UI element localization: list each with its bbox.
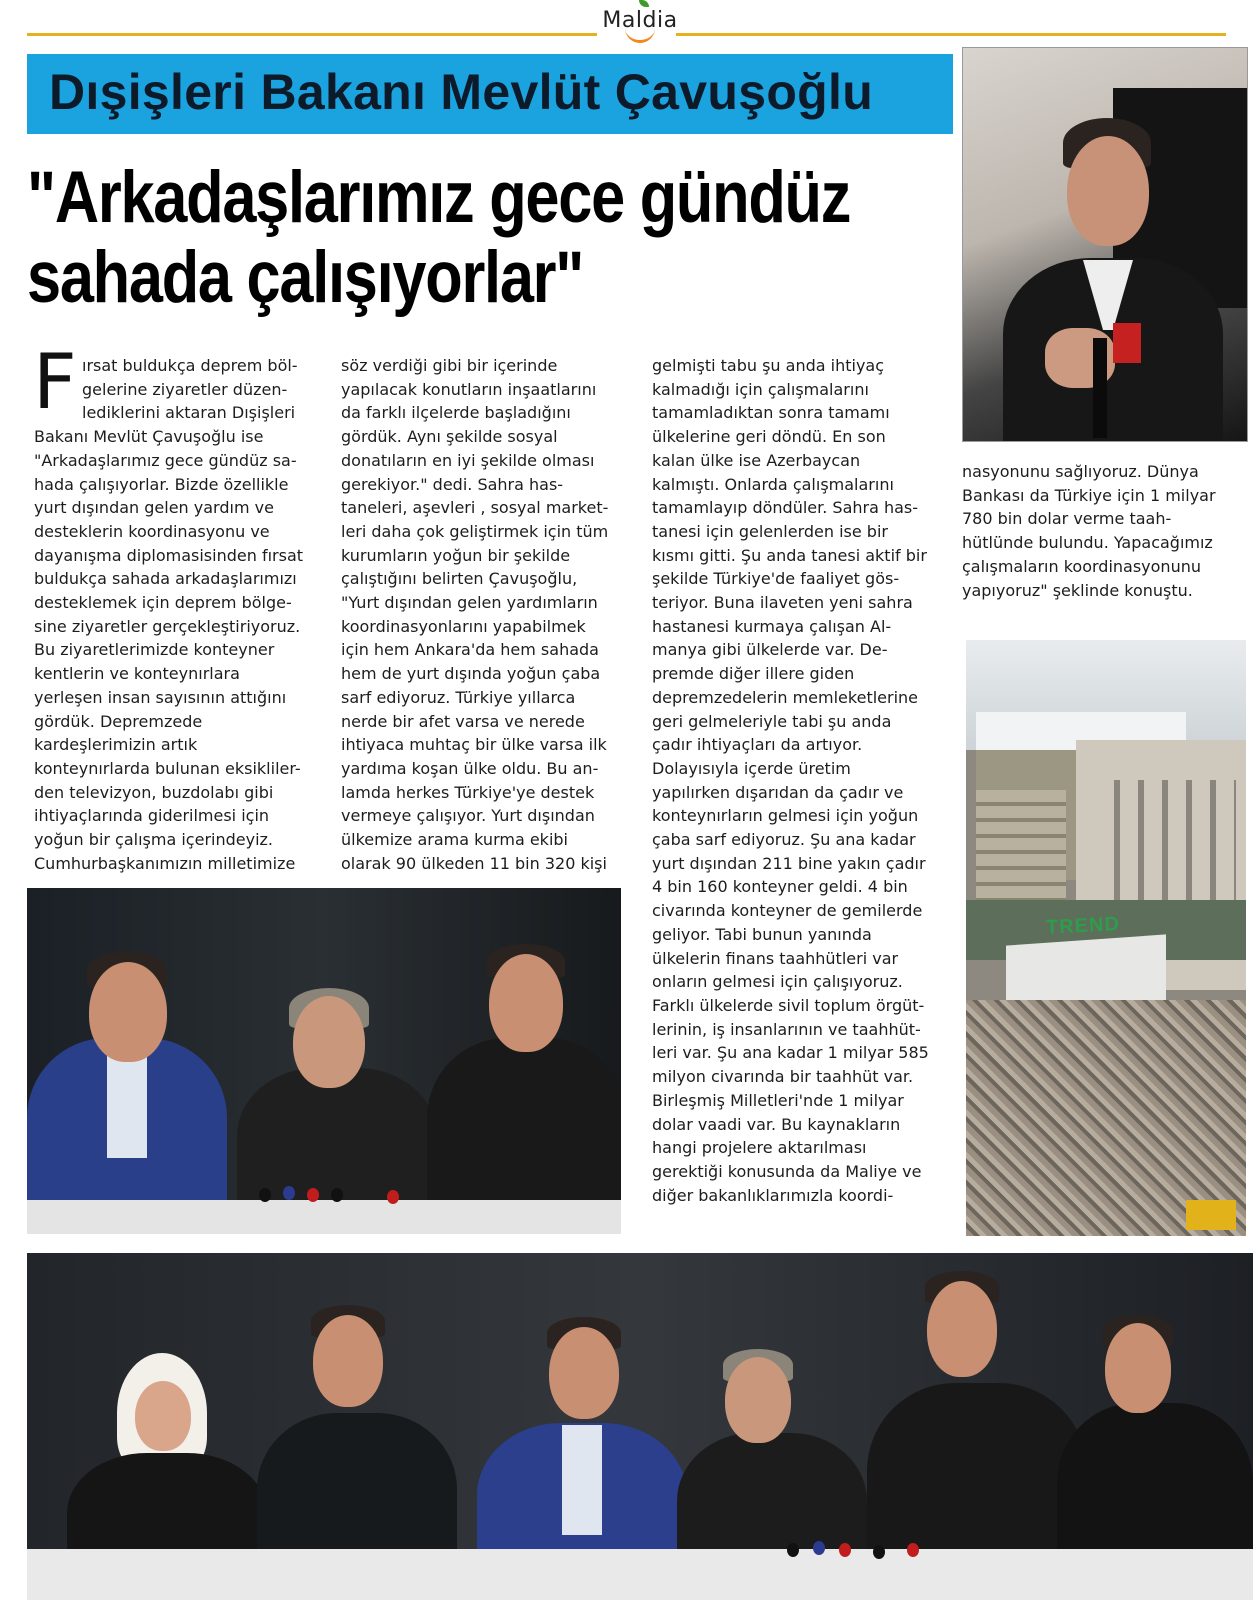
col3-line: yapılırken dışarıdan da çadır ve xyxy=(652,782,904,802)
col1-line: Bakanı Mevlüt Çavuşoğlu ise xyxy=(34,427,264,447)
col1-line: hada çalışıyorlar. Bizde özellikle xyxy=(34,474,289,494)
col3-line: hangi projelere aktarılması xyxy=(652,1138,867,1158)
col3-line: leri var. Şu ana kadar 1 milyar 585 xyxy=(652,1043,929,1063)
col1-line: "Arkadaşlarımız gece gündüz sa- xyxy=(34,450,297,470)
col3-line: kalmadığı için çalışmalarını xyxy=(652,379,869,399)
col2-line: lamda herkes Türkiye'ye destek xyxy=(341,782,595,802)
col2-line: sarf ediyoruz. Türkiye yıllarca xyxy=(341,687,576,707)
headline-line-1: "Arkadaşlarımız gece gündüz xyxy=(27,157,851,238)
col3-line: geri gelmeleriyle tabi şu anda xyxy=(652,711,892,731)
col4-line: yapıyoruz" şeklinde konuştu. xyxy=(962,580,1193,600)
col2-line: yapılacak konutların inşaatlarını xyxy=(341,379,597,399)
microphone-icon xyxy=(307,1188,319,1202)
microphone-icon xyxy=(839,1543,851,1557)
col3-line: manya gibi ülkelerde var. De- xyxy=(652,640,888,660)
portrait-photo xyxy=(962,47,1248,442)
col3-line: şekilde Türkiye'de faaliyet gös- xyxy=(652,569,900,589)
masthead-logo: Maldia xyxy=(602,8,678,33)
col4-line: nasyonunu sağlıyoruz. Dünya xyxy=(962,462,1199,481)
col3-line: 4 bin 160 konteyner geldi. 4 bin xyxy=(652,877,908,897)
col2-line: hem de yurt dışında yoğun çaba xyxy=(341,664,601,684)
col3-line: kalan ülke ise Azerbaycan xyxy=(652,450,861,470)
col2-line: çalıştığını belirten Çavuşoğlu, xyxy=(341,569,578,589)
col3-line: tamamlayıp döndüler. Sahra has- xyxy=(652,498,919,518)
col3-line: çaba sarf ediyoruz. Şu ana kadar xyxy=(652,830,916,850)
col1-line: yurt dışından gelen yardım ve xyxy=(34,498,274,518)
col2-line: leri daha çok geliştirmek için tüm xyxy=(341,521,609,541)
col2-line: taneleri, aşevleri , sosyal market- xyxy=(341,498,609,518)
col1-line: den televizyon, buzdolabı gibi xyxy=(34,782,274,802)
col2-line: koordinasyonlarını yapabilmek xyxy=(341,616,586,636)
col1-line: ihtiyaçlarında giderilmesi için xyxy=(34,806,270,826)
col1-line: konteynırlarda bulunan eksikliler- xyxy=(34,758,301,778)
article-column-2 xyxy=(341,354,626,875)
col2-line: söz verdiği gibi bir içerinde xyxy=(341,356,558,375)
col4-line: hütlünde bulundu. Yapacağımız xyxy=(962,533,1213,553)
col4-line: Bankası da Türkiye için 1 milyar xyxy=(962,485,1216,505)
article-column-3 xyxy=(652,354,942,1207)
col1-line: desteklerin koordinasyonu ve xyxy=(34,521,270,541)
microphone-icon xyxy=(873,1545,885,1559)
wide-press-conference-photo xyxy=(27,1253,1253,1600)
microphone-icon xyxy=(813,1541,825,1555)
col3-line: gelmişti tabu şu anda ihtiyaç xyxy=(652,356,885,375)
mic-flag-icon xyxy=(1113,323,1141,363)
col3-line: Birleşmiş Milletleri'nde 1 milyar xyxy=(652,1090,904,1110)
press-conference-photo xyxy=(27,888,621,1234)
col3-line: premde diğer illere giden xyxy=(652,664,855,684)
col1-line: buldukça sahada arkadaşlarımızı xyxy=(34,569,297,589)
col2-line: yardıma koşan ülke oldu. Bu an- xyxy=(341,758,599,778)
col3-line: kalmıştı. Onlarda çalışmalarını xyxy=(652,474,894,494)
col3-line: onların gelmesi için çalışıyoruz. xyxy=(652,972,903,992)
col3-line: yurt dışından 211 bine yakın çadır xyxy=(652,853,926,873)
col3-line: gerektiği konusunda da Maliye ve xyxy=(652,1161,922,1181)
microphone-icon xyxy=(787,1543,799,1557)
col1-line: lediklerini aktaran Dışişleri xyxy=(82,403,296,423)
col1-line: kentlerin ve konteynırlara xyxy=(34,664,240,684)
col2-line: kurumların yoğun bir şekilde xyxy=(341,545,571,565)
col2-line: ihtiyaca muhtaç bir ülke varsa ilk xyxy=(341,735,607,755)
col1-line: ırsat buldukça deprem böl- xyxy=(82,356,298,375)
microphone-icon xyxy=(283,1186,295,1200)
col3-line: Farklı ülkelerde sivil toplum örgüt- xyxy=(652,995,925,1015)
logo-smile-icon xyxy=(625,28,655,43)
col3-line: tamamladıktan sonra tamamı xyxy=(652,403,890,423)
col3-line: tanesi için gelenlerden ise bir xyxy=(652,521,888,541)
col3-line: ülkelerine geri döndü. En son xyxy=(652,427,886,447)
col3-line: diğer bakanlıklarımızla koordi- xyxy=(652,1185,894,1205)
masthead-rule-right xyxy=(676,33,1226,36)
col2-line: gerekiyor." dedi. Sahra has- xyxy=(341,474,564,494)
col3-line: milyon civarında bir taahhüt var. xyxy=(652,1067,914,1087)
col3-line: konteynırların gelmesi için yoğun xyxy=(652,806,919,826)
article-column-1 xyxy=(34,354,319,875)
col1-line: yoğun bir çalışma içerindeyiz. xyxy=(34,830,273,850)
col3-line: ülkelerin finans taahhütleri var xyxy=(652,948,899,968)
col3-line: kısmı gitti. Şu anda tanesi aktif bir xyxy=(652,545,927,565)
microphone-icon xyxy=(331,1188,343,1202)
col2-line: ülkemize arama kurma ekibi xyxy=(341,830,568,850)
col2-line: gördük. Aynı şekilde sosyal xyxy=(341,427,558,447)
earthquake-aerial-photo xyxy=(966,640,1246,1236)
col2-line: donatıların en iyi şekilde olması xyxy=(341,450,595,470)
col1-line: yerleşen insan sayısının attığını xyxy=(34,687,287,707)
col1-line: gelerine ziyaretler düzen- xyxy=(82,379,288,399)
col1-line: dayanışma diplomasisinden fırsat xyxy=(34,545,304,565)
col2-line: "Yurt dışından gelen yardımların xyxy=(341,593,598,613)
building-sign: TREND xyxy=(1045,913,1121,939)
col3-line: Dolayısıyla içerde üretim xyxy=(652,758,851,778)
col1-line: Bu ziyaretlerimizde konteyner xyxy=(34,640,275,660)
col2-line: vermeye çalışıyor. Yurt dışından xyxy=(341,806,595,826)
col1-line: gördük. Depremzede xyxy=(34,711,203,731)
kicker-banner xyxy=(27,54,953,134)
col3-line: depremzedelerin memleketlerine xyxy=(652,687,919,707)
col3-line: çadır ihtiyaçları da artıyor. xyxy=(652,735,863,755)
col3-line: lerinin, iş insanlarının ve taahhüt- xyxy=(652,1019,921,1039)
col3-line: civarında konteyner de gemilerde xyxy=(652,901,923,921)
col1-line: desteklemek için deprem bölge- xyxy=(34,593,292,613)
masthead-rule-left xyxy=(27,33,597,36)
col3-line: dolar vaadi var. Bu kaynakların xyxy=(652,1114,901,1134)
dropcap: F xyxy=(33,337,77,426)
col3-line: hastanesi kurmaya çalışan Al- xyxy=(652,616,892,636)
article-column-4 xyxy=(962,460,1246,602)
col2-line: nerde bir afet varsa ve nerede xyxy=(341,711,585,731)
col2-line: olarak 90 ülkeden 11 bin 320 kişi xyxy=(341,853,607,873)
headline xyxy=(27,157,851,318)
col3-line: teriyor. Buna ilaveten yeni sahra xyxy=(652,593,913,613)
headline-line-2: sahada çalışıyorlar" xyxy=(27,237,584,318)
col1-line: Cumhurbaşkanımızın milletimize xyxy=(34,853,296,873)
microphone-icon xyxy=(387,1190,399,1204)
microphone-icon xyxy=(259,1188,271,1202)
col4-line: çalışmaların koordinasyonunu xyxy=(962,556,1201,576)
logo-leaf-icon xyxy=(639,0,649,7)
kicker-text: Dışişleri Bakanı Mevlüt Çavuşoğlu xyxy=(49,64,874,120)
col3-line: geliyor. Tabi bunun yanında xyxy=(652,924,872,944)
microphone-icon xyxy=(907,1543,919,1557)
col4-line: 780 bin dolar verme taah- xyxy=(962,509,1172,529)
col2-line: için hem Ankara'da hem sahada xyxy=(341,640,599,660)
col1-line: kardeşlerimizin artık xyxy=(34,735,198,755)
col1-line: sine ziyaretler gerçekleştiriyoruz. xyxy=(34,616,301,636)
col2-line: da farklı ilçelerde başladığını xyxy=(341,403,571,423)
